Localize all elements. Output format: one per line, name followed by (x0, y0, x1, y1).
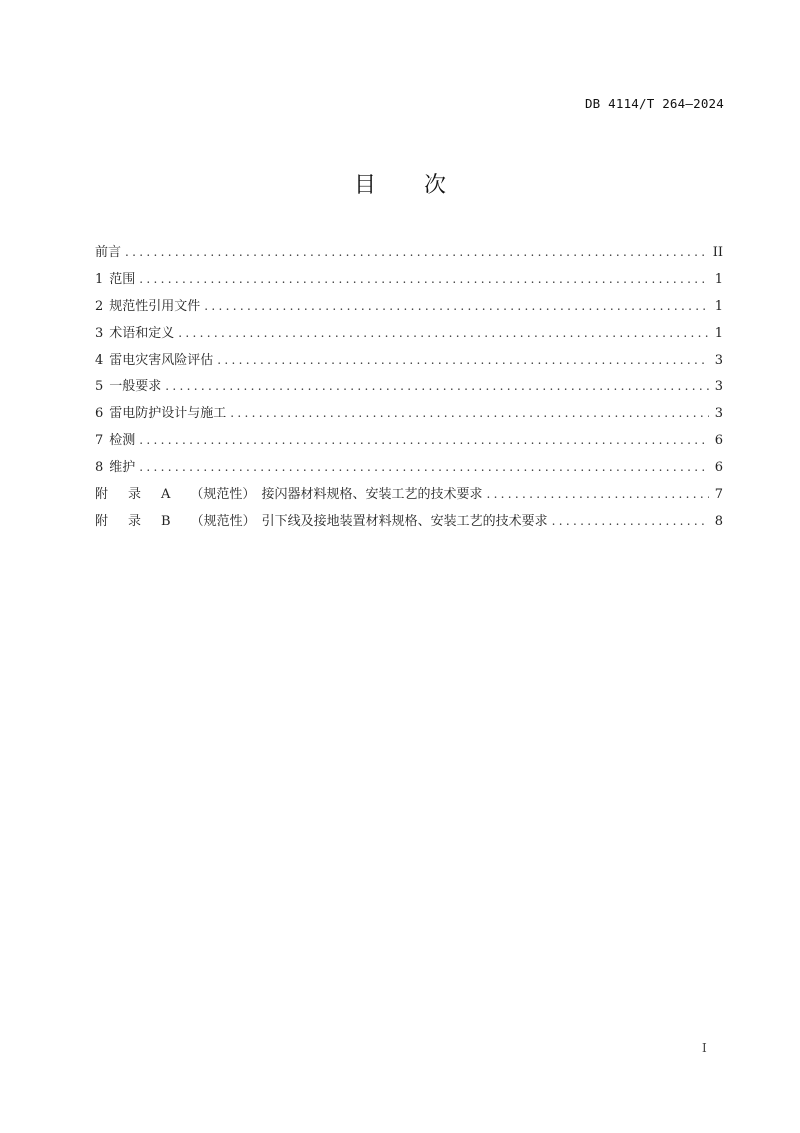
toc-entry-page: 3 (714, 406, 723, 422)
document-code: DB 4114/T 264—2024 (584, 96, 724, 111)
toc-entry-page: 6 (714, 433, 723, 449)
appendix-letter: A (161, 487, 171, 503)
toc-entry-2[interactable] (95, 296, 723, 323)
toc-entry-label: 2 规范性引用文件 (95, 298, 201, 314)
toc-leader-dots (217, 350, 708, 370)
toc-entry-number: 6 (95, 406, 104, 422)
toc-entry-7[interactable] (95, 430, 723, 457)
toc-entry-label: 8 维护 (95, 460, 136, 476)
toc-entry-appendix-a[interactable] (95, 484, 723, 511)
toc-leader-dots (139, 457, 708, 477)
table-of-contents (95, 242, 723, 538)
toc-entry-page: 3 (714, 379, 723, 395)
toc-entry-4[interactable] (95, 350, 723, 377)
toc-entry-number: 1 (95, 271, 104, 287)
toc-entry-5[interactable] (95, 376, 723, 403)
toc-entry-appendix-b[interactable] (95, 511, 723, 538)
toc-entry-number: 3 (95, 325, 104, 341)
title-char-1: 目 (353, 173, 376, 198)
toc-entry-number: 5 (95, 379, 104, 395)
toc-entry-label: 4 雷电灾害风险评估 (95, 352, 214, 368)
appendix-nature: （规范性） (190, 513, 256, 529)
toc-entry-3[interactable] (95, 323, 723, 350)
toc-entry-1[interactable] (95, 269, 723, 296)
toc-entry-number: 7 (95, 433, 104, 449)
toc-entry-page: 1 (714, 271, 723, 287)
toc-leader-dots (139, 269, 708, 289)
toc-entry-page: 7 (714, 487, 723, 503)
toc-entry-page: 6 (714, 460, 723, 476)
page-number: I (702, 1041, 707, 1055)
toc-leader-dots (139, 430, 708, 450)
toc-leader-dots (178, 323, 708, 343)
toc-entry-number: 8 (95, 460, 104, 476)
toc-entry-page: 8 (714, 513, 723, 529)
toc-leader-dots (165, 376, 708, 396)
toc-entry-foreword[interactable] (95, 242, 723, 269)
toc-entry-6[interactable] (95, 403, 723, 430)
page-title (0, 168, 800, 199)
toc-entry-page: II (712, 245, 723, 260)
toc-entry-label: 6 雷电防护设计与施工 (95, 406, 227, 422)
toc-leader-dots (230, 403, 708, 423)
toc-leader-dots (204, 296, 708, 316)
toc-entry-label: 前言 (95, 245, 122, 260)
appendix-letter: B (161, 513, 171, 529)
toc-entry-label: 5 一般要求 (95, 379, 162, 395)
toc-entry-8[interactable] (95, 457, 723, 484)
toc-leader-dots (486, 484, 708, 504)
toc-leader-dots (125, 242, 707, 262)
toc-entry-number: 4 (95, 352, 104, 368)
toc-entry-number: 2 (95, 298, 104, 314)
toc-entry-label: 附 录 A （规范性） 接闪器材料规格、安装工艺的技术要求 (95, 485, 486, 505)
toc-entry-label: 7 检测 (95, 433, 136, 449)
toc-entry-label: 附 录 B （规范性） 引下线及接地装置材料规格、安装工艺的技术要求 (95, 512, 552, 532)
toc-entry-page: 1 (714, 325, 723, 341)
toc-entry-page: 3 (714, 352, 723, 368)
toc-entry-label: 3 术语和定义 (95, 325, 175, 341)
title-char-2: 次 (424, 173, 447, 198)
toc-leader-dots (552, 511, 709, 531)
appendix-nature: （规范性） (190, 487, 256, 503)
toc-entry-label: 1 范围 (95, 271, 136, 287)
toc-entry-page: 1 (714, 298, 723, 314)
